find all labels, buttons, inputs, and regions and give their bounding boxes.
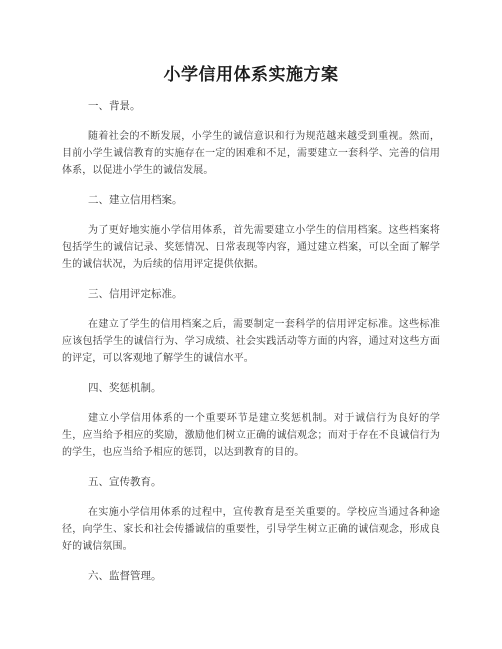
document-body xyxy=(62,98,440,598)
section-publicity-education xyxy=(62,474,440,555)
section-credit-archive xyxy=(62,192,440,273)
section-heading: 三、信用评定标准。 xyxy=(88,288,183,300)
section-heading: 六、监督管理。 xyxy=(88,570,162,582)
section-evaluation-standards xyxy=(62,286,440,367)
section-heading: 一、背景。 xyxy=(88,100,141,112)
section-background xyxy=(62,98,440,179)
section-paragraph: 建立小学信用体系的一个重要环节是建立奖惩机制。对于诚信行为良好的学生，应当给予相应的奖励，激励他们树立正确的诚信观念；而对于存在不良诚信行为的学生，也应当给予相应的惩罚，以达到教育的目的。 xyxy=(62,413,440,458)
section-paragraph: 在实施小学信用体系的过程中，宣传教育是至关重要的。学校应当通过各种途径，向学生、家长和社会传播诚信的重要性，引导学生树立正确的诚信观念，形成良好的诚信氛围。 xyxy=(62,507,440,552)
section-paragraph: 在建立了学生的信用档案之后，需要制定一套科学的信用评定标准。这些标准应该包括学生的诚信行为、学习成绩、社会实践活动等方面的内容，通过对这些方面的评定，可以客观地了解学生的诚信水平。 xyxy=(62,319,440,364)
section-paragraph: 为了更好地实施小学信用体系，首先需要建立小学生的信用档案。这些档案将包括学生的诚信记录、奖惩情况、日常表现等内容，通过建立档案，可以全面了解学生的诚信状况，为后续的信用评定提供依据。 xyxy=(62,225,440,270)
section-supervision xyxy=(62,568,440,584)
section-heading: 二、建立信用档案。 xyxy=(88,194,183,206)
section-paragraph: 随着社会的不断发展，小学生的诚信意识和行为规范越来越受到重视。然而，目前小学生诚信教育的实施存在一定的困难和不足，需要建立一套科学、完善的信用体系，以促进小学生的诚信发展。 xyxy=(62,131,440,176)
section-heading: 五、宣传教育。 xyxy=(88,476,162,488)
document-title: 小学信用体系实施方案 xyxy=(163,65,339,85)
section-heading: 四、奖惩机制。 xyxy=(88,382,162,394)
section-reward-punishment xyxy=(62,380,440,461)
